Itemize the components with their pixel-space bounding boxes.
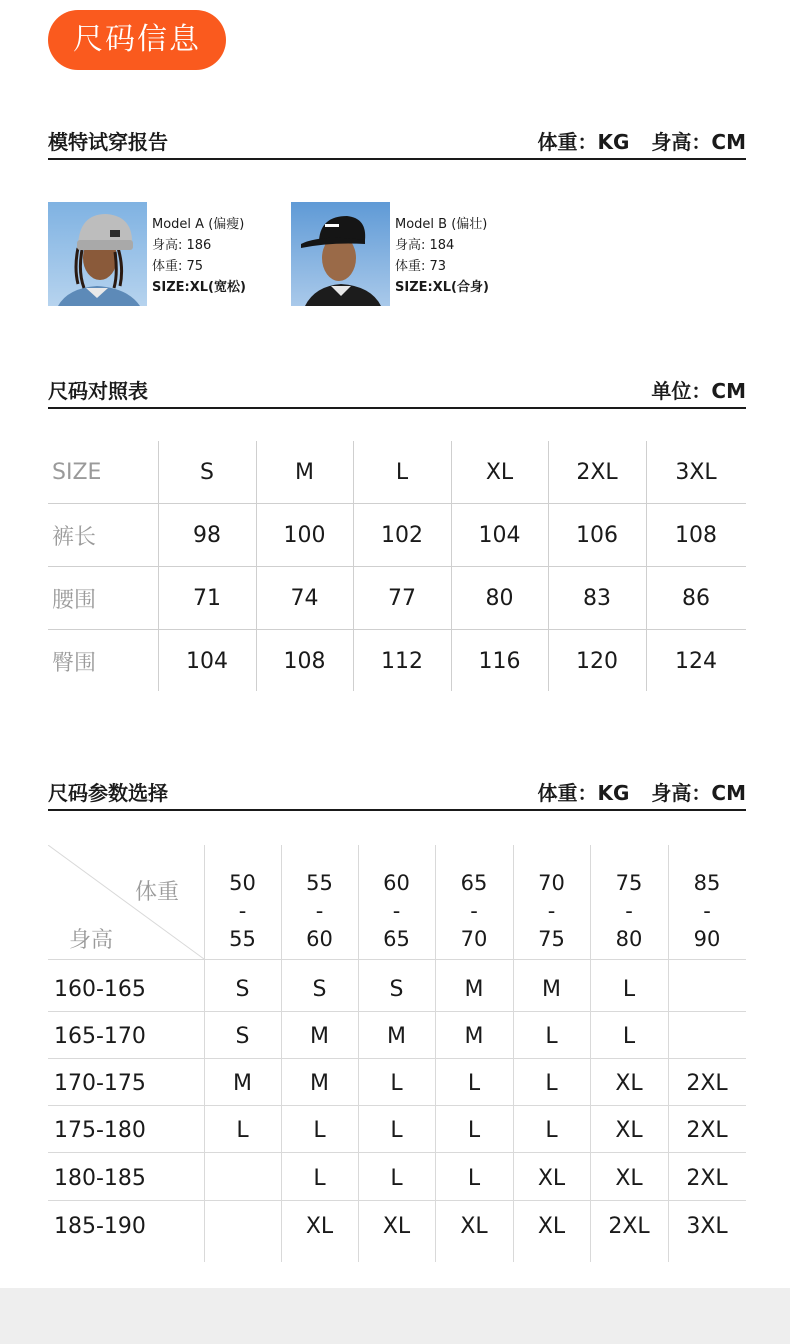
height-range-label: 185-190 [54, 1213, 146, 1239]
model-a-size: SIZE:XL(宽松) [152, 280, 246, 295]
size-cell: M [387, 1024, 406, 1049]
measure-value: 83 [583, 585, 611, 611]
measure-value: 102 [381, 522, 423, 548]
size-chart-row [48, 630, 746, 693]
unit-height-label: 身高：CM [651, 130, 746, 154]
size-select-units [515, 777, 746, 806]
size-cell: L [390, 1071, 403, 1096]
size-cell: L [467, 1118, 481, 1143]
size-cell: M [464, 1024, 484, 1049]
size-cell: S [389, 976, 404, 1002]
unit-height-label: 身高：CM [651, 781, 746, 805]
measure-label: 裤长 [52, 524, 97, 550]
measure-value: 77 [388, 585, 416, 611]
size-cell: L [545, 1118, 558, 1143]
size-chart-title: 尺码对照表 [48, 379, 148, 403]
size-cell: M [310, 1071, 329, 1096]
size-cell: M [464, 976, 484, 1002]
size-cell: XL [460, 1213, 488, 1239]
weight-range-header: 55 - 60 [306, 871, 333, 951]
size-col-header: M [295, 459, 314, 485]
size-chart-corner: SIZE [52, 459, 102, 485]
measure-label: 腰围 [52, 587, 97, 613]
size-select-header [48, 781, 746, 811]
height-range-label: 165-170 [54, 1024, 146, 1049]
measure-value: 71 [193, 585, 221, 611]
size-col-header: XL [485, 459, 514, 485]
corner-height-label: 身高 [68, 927, 113, 953]
model-b-name: Model B (偏壮) [395, 217, 488, 232]
weight-range-header: 50 - 55 [229, 871, 256, 951]
size-cell: XL [615, 1118, 643, 1143]
size-cell: M [310, 1024, 329, 1049]
weight-range-header: 60 - 65 [383, 871, 410, 951]
corner-weight-label: 体重 [134, 879, 179, 905]
measure-value: 116 [478, 649, 521, 674]
measure-value: 86 [682, 585, 710, 611]
height-range-label: 170-175 [54, 1071, 146, 1096]
size-cell: L [390, 1118, 403, 1143]
size-cell: L [390, 1165, 403, 1191]
model-a-photo [48, 202, 147, 306]
model-report-units [515, 126, 746, 155]
footer-band [0, 1288, 790, 1344]
height-range-label: 180-185 [54, 1165, 146, 1191]
measure-value: 120 [576, 649, 618, 674]
measure-value: 108 [675, 522, 717, 548]
size-chart-unit: 单位：CM [651, 379, 746, 403]
weight-range-header: 65 - 70 [460, 871, 488, 951]
size-cell: L [467, 1165, 481, 1191]
measure-value: 104 [186, 649, 228, 674]
model-a-info [152, 214, 246, 298]
size-chart-row [48, 504, 746, 567]
measure-value: 112 [381, 649, 423, 674]
height-range-label: 160-165 [54, 976, 146, 1002]
size-chart-header-row [48, 441, 746, 504]
size-cell: XL [537, 1213, 566, 1239]
measure-value: 106 [576, 522, 618, 548]
size-col-header: 2XL [576, 459, 618, 485]
weight-range-header: 75 - 80 [615, 871, 643, 951]
model-a-weight: 体重: 75 [152, 259, 204, 274]
size-col-header: S [200, 459, 214, 485]
size-cell: XL [382, 1213, 411, 1239]
size-cell: 3XL [686, 1213, 728, 1239]
size-cell: 2XL [686, 1165, 728, 1191]
size-cell: L [467, 1071, 481, 1096]
model-a-name: Model A (偏瘦) [152, 217, 245, 232]
size-cell: XL [537, 1165, 566, 1191]
size-cell: XL [615, 1165, 643, 1191]
model-report-header [48, 130, 746, 160]
size-cell: XL [615, 1071, 643, 1096]
size-cell: XL [305, 1213, 334, 1239]
measure-value: 74 [290, 585, 319, 611]
unit-weight-label: 体重：KG [537, 781, 630, 805]
size-cell: L [313, 1165, 326, 1191]
size-col-header: L [395, 459, 409, 485]
size-cell: L [236, 1118, 249, 1143]
size-cell: M [542, 976, 561, 1002]
size-chart-header [48, 379, 746, 409]
size-chart-row [48, 567, 746, 630]
size-cell: 2XL [608, 1213, 650, 1239]
measure-value: 100 [283, 522, 326, 548]
size-cell: L [545, 1024, 558, 1049]
model-b-weight: 体重: 73 [395, 259, 447, 274]
size-cell: S [235, 976, 250, 1002]
size-select-title: 尺码参数选择 [48, 781, 168, 805]
size-cell [668, 1013, 746, 1060]
measure-value: 104 [478, 522, 521, 548]
unit-weight-label: 体重：KG [537, 130, 630, 154]
measure-value: 108 [283, 649, 326, 674]
weight-range-header: 85 - 90 [693, 871, 721, 951]
size-cell [204, 1154, 281, 1202]
size-chart-table [48, 441, 746, 693]
measure-value: 124 [675, 649, 717, 674]
size-cell: L [622, 976, 636, 1002]
model-b-info [395, 214, 489, 298]
section-badge: 尺码信息 [48, 10, 226, 70]
measure-value: 98 [193, 522, 221, 548]
model-b-photo [291, 202, 390, 306]
size-col-header: 3XL [675, 459, 717, 485]
size-cell: S [235, 1024, 250, 1049]
size-cell: M [233, 1071, 252, 1096]
size-cell: 2XL [686, 1071, 728, 1096]
size-cell: L [313, 1118, 326, 1143]
height-range-label: 175-180 [54, 1118, 146, 1143]
size-cell: L [622, 1024, 636, 1049]
model-report-title: 模特试穿报告 [48, 130, 168, 154]
size-cell: S [312, 976, 327, 1002]
size-select-table [48, 845, 746, 1262]
measure-label: 臀围 [52, 651, 97, 676]
model-b-height: 身高: 184 [395, 238, 455, 253]
size-cell: L [545, 1071, 558, 1096]
weight-range-header: 70 - 75 [538, 871, 565, 951]
size-cell [668, 965, 746, 1013]
model-a-height: 身高: 186 [152, 238, 212, 253]
model-b-size: SIZE:XL(合身) [395, 280, 489, 295]
measure-value: 80 [485, 585, 514, 611]
size-cell: 2XL [686, 1118, 728, 1143]
size-cell [204, 1202, 281, 1250]
